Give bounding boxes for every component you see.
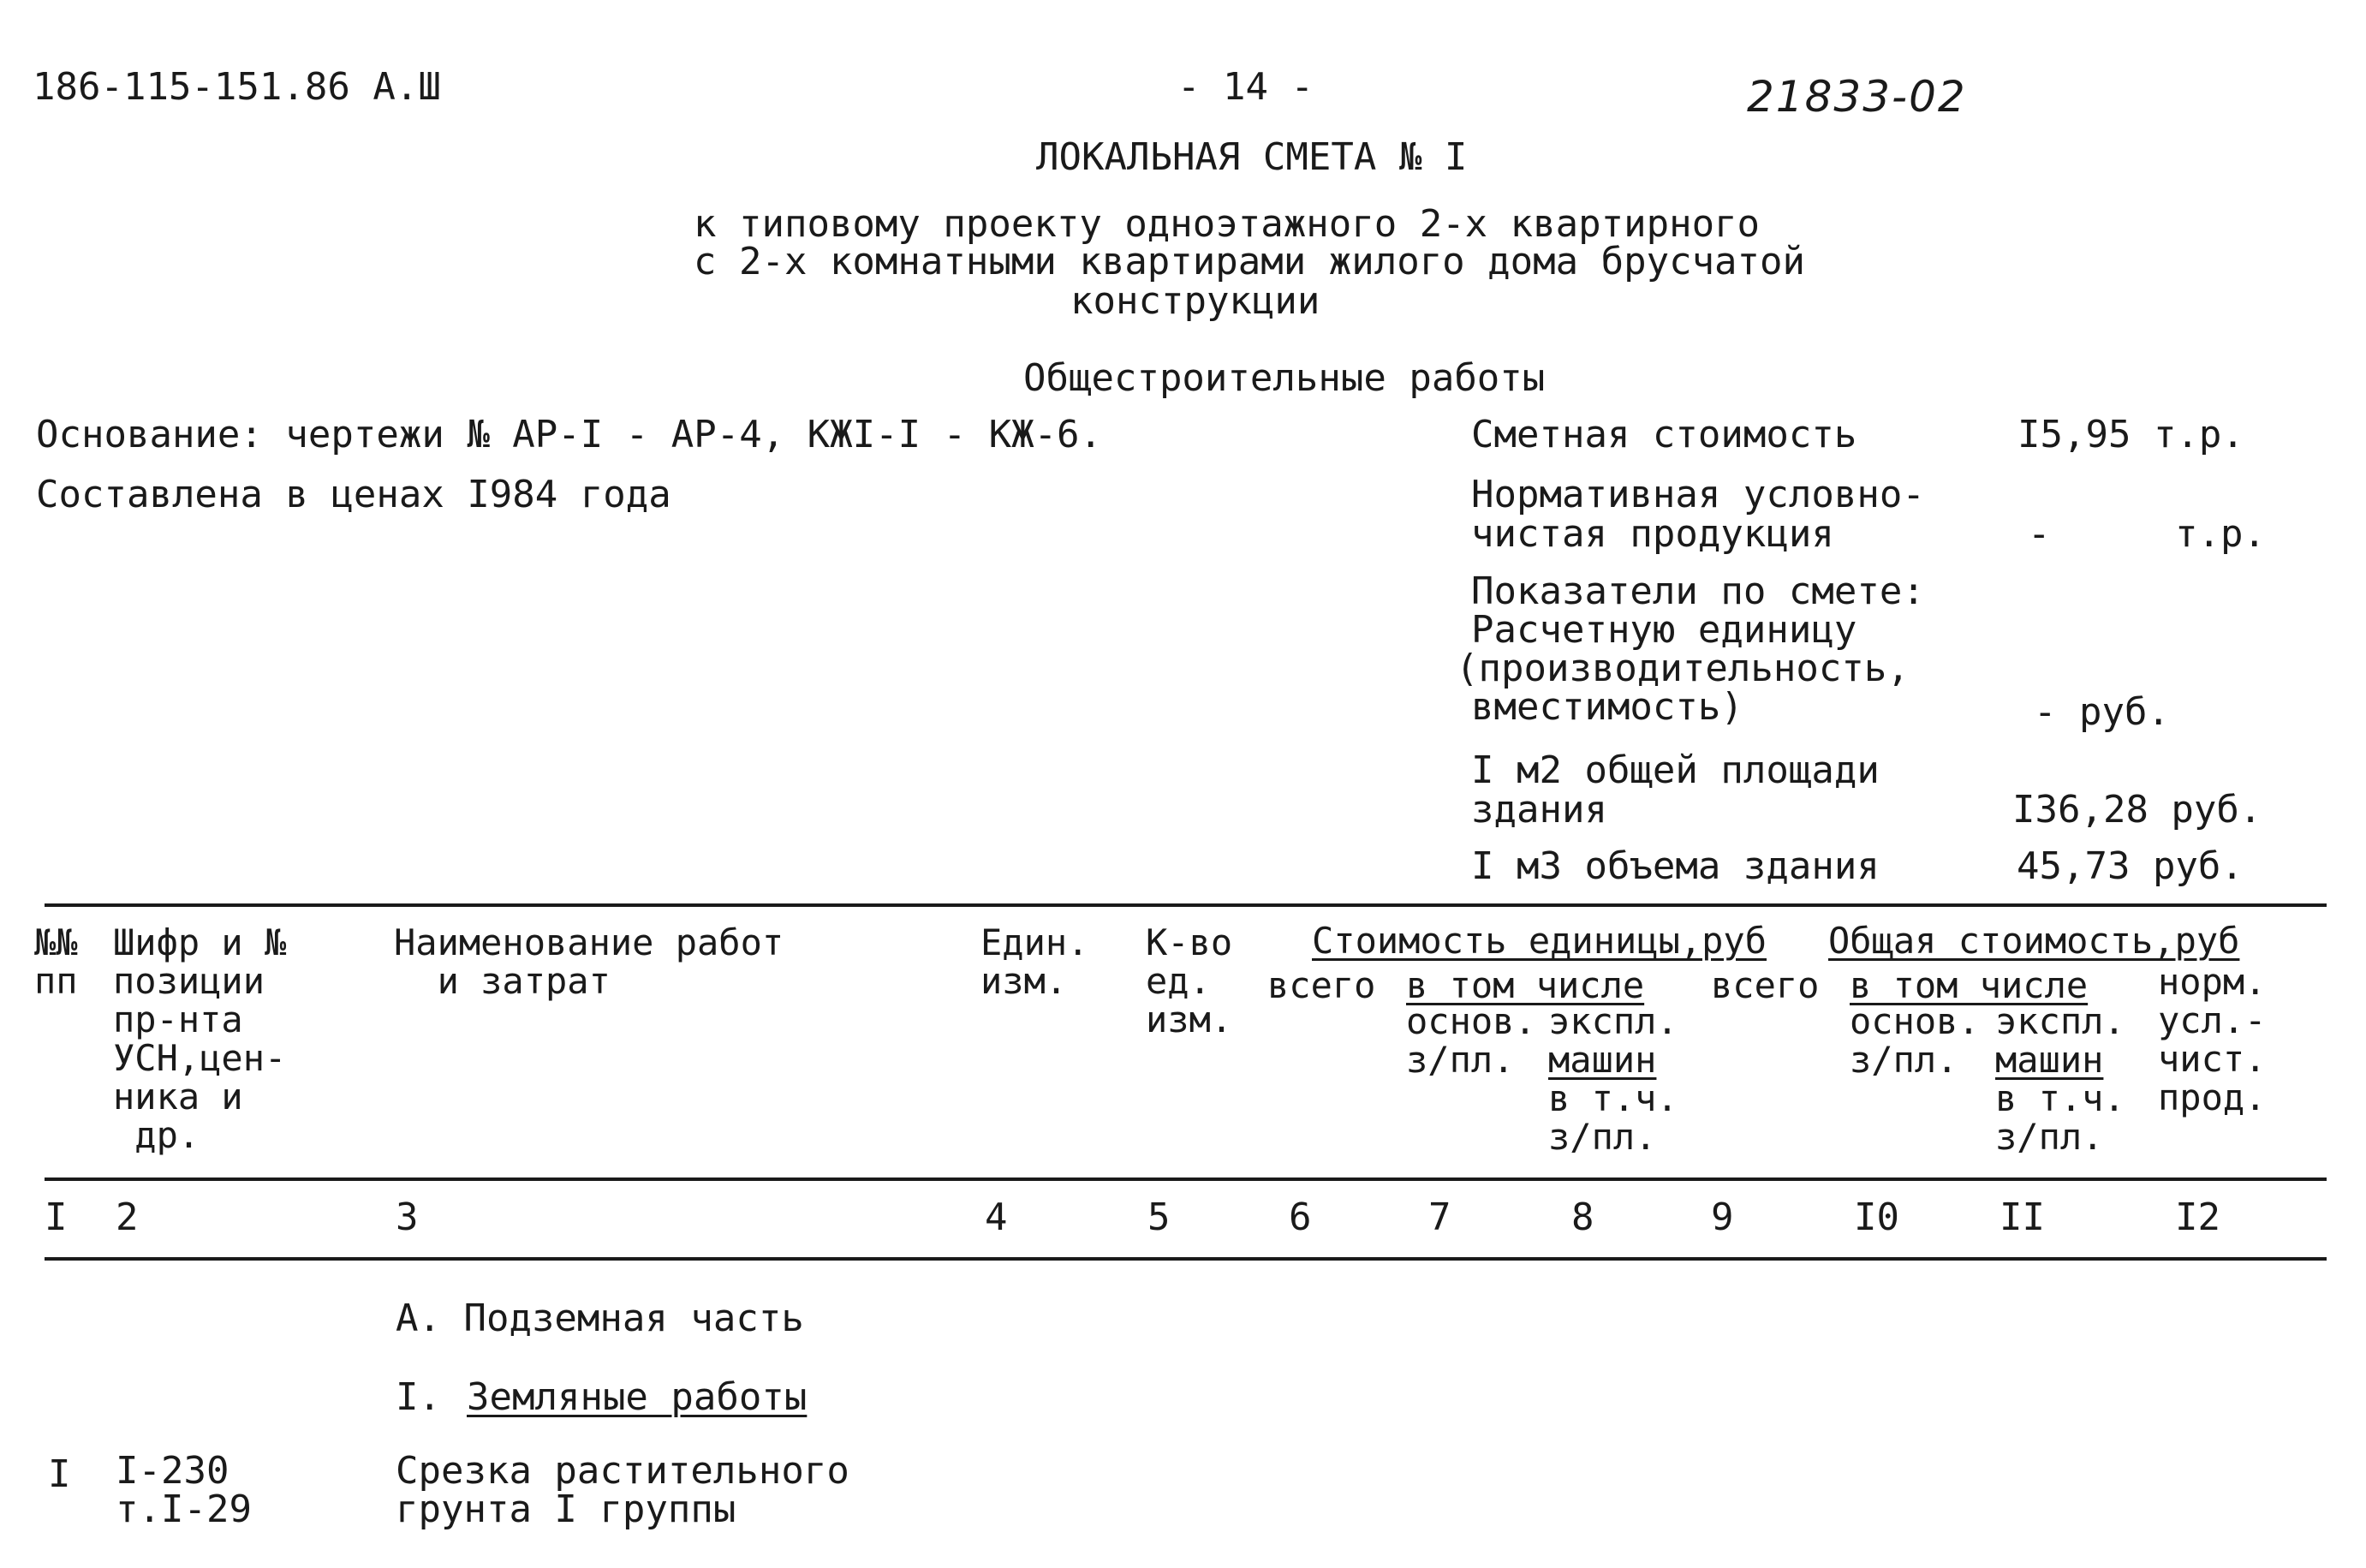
header-col10 bbox=[1850, 1002, 1980, 1079]
normative-label-2: чистая продукция bbox=[1471, 512, 1834, 556]
header-text: з/пл. bbox=[1995, 1116, 2104, 1158]
unit-including-header: в том числе bbox=[1406, 964, 1645, 1006]
header-text: з/пл. bbox=[1406, 1039, 1515, 1081]
normative-dash: - bbox=[2028, 512, 2051, 556]
basis-prices: Составлена в ценах I984 года bbox=[36, 473, 671, 516]
header-col2 bbox=[113, 923, 286, 1154]
header-text: норм. bbox=[2158, 961, 2267, 1003]
row-code bbox=[116, 1449, 252, 1531]
column-number: 7 bbox=[1428, 1195, 1451, 1239]
header-col3 bbox=[394, 923, 784, 1000]
document-title: ЛОКАЛЬНАЯ СМЕТА № I bbox=[1036, 135, 1468, 179]
column-number: I2 bbox=[2175, 1195, 2220, 1239]
document-code: 186-115-151.86 А.Ш bbox=[33, 65, 441, 109]
column-number: 2 bbox=[116, 1195, 139, 1239]
basis-drawings: Основание: чертежи № АР-I - АР-4, КЖI-I - КЖ-6. bbox=[36, 413, 1103, 456]
header-text: в т.ч. bbox=[1995, 1077, 2125, 1119]
header-col4 bbox=[980, 923, 1088, 1000]
header-text: №№ bbox=[34, 921, 78, 963]
page-number: - 14 - bbox=[1177, 65, 1314, 109]
header-text: ед. bbox=[1146, 960, 1211, 1002]
header-text: з/пл. bbox=[1850, 1039, 1958, 1081]
header-text: экспл. bbox=[1995, 1000, 2125, 1042]
header-text: изм. bbox=[1146, 999, 1233, 1040]
header-text: ника и bbox=[113, 1076, 243, 1118]
total-cost-group-header: Общая стоимость,руб bbox=[1828, 920, 2240, 962]
column-numbers-rule bbox=[45, 1257, 2327, 1261]
header-col11 bbox=[1995, 1002, 2125, 1156]
subsection-number: I. bbox=[396, 1375, 441, 1419]
header-col6: всего bbox=[1267, 964, 1376, 1006]
total-including-header: в том числе bbox=[1850, 964, 2089, 1006]
section-title: Общестроительные работы bbox=[1023, 356, 1546, 400]
m3-label: I м3 объема здания bbox=[1471, 844, 1880, 888]
row-code-line: I-230 bbox=[116, 1449, 229, 1493]
m2-value: I36,28 руб. bbox=[2012, 788, 2262, 832]
header-col7 bbox=[1406, 1002, 1536, 1079]
row-name-line: грунта I группы bbox=[396, 1488, 736, 1531]
header-text: основ. bbox=[1406, 1000, 1536, 1042]
header-text: экспл. bbox=[1548, 1000, 1678, 1042]
header-text: позиции bbox=[113, 960, 265, 1002]
header-text: чист. bbox=[2158, 1038, 2267, 1080]
row-number: I bbox=[48, 1452, 71, 1496]
unit-cost-group-header: Стоимость единицы,руб bbox=[1312, 920, 1767, 962]
m2-label-1: I м2 общей площади bbox=[1471, 748, 1880, 792]
subsection-title: Земляные работы bbox=[467, 1375, 808, 1419]
header-text: Един. bbox=[980, 921, 1089, 963]
header-text: машин bbox=[1995, 1039, 2104, 1081]
header-text: др. bbox=[113, 1114, 200, 1156]
header-text: в т.ч. bbox=[1548, 1077, 1678, 1119]
estimated-cost-label: Сметная стоимость bbox=[1471, 413, 1857, 456]
header-col12 bbox=[2158, 963, 2266, 1117]
indicators-line: Расчетную единицу bbox=[1471, 608, 1857, 652]
header-bottom-rule bbox=[45, 1177, 2327, 1181]
column-number: I bbox=[45, 1195, 68, 1239]
header-text: УСН,цен- bbox=[113, 1037, 287, 1079]
header-text: усл.- bbox=[2158, 999, 2267, 1041]
column-number: 5 bbox=[1147, 1195, 1171, 1239]
column-number: 9 bbox=[1711, 1195, 1734, 1239]
header-text: машин bbox=[1548, 1039, 1657, 1081]
header-text: прод. bbox=[2158, 1076, 2267, 1118]
column-number: I0 bbox=[1854, 1195, 1899, 1239]
normative-unit: т.р. bbox=[2175, 512, 2266, 556]
column-number: 8 bbox=[1571, 1195, 1594, 1239]
column-number: 3 bbox=[396, 1195, 419, 1239]
indicators-line: вместимость) bbox=[1471, 685, 1743, 729]
header-col9: всего bbox=[1711, 964, 1820, 1006]
row-name-line: Срезка растительного bbox=[396, 1449, 849, 1493]
m3-value: 45,73 руб. bbox=[2017, 844, 2244, 888]
subtitle-line-1: к типовому проекту одноэтажного 2-х квартирного bbox=[694, 202, 1761, 246]
estimated-cost-value: I5,95 т.р. bbox=[2017, 413, 2244, 456]
subtitle-line-3: конструкции bbox=[1070, 279, 1320, 323]
header-text: Шифр и № bbox=[113, 921, 287, 963]
indicators-block bbox=[1456, 569, 1925, 729]
header-text: з/пл. bbox=[1548, 1116, 1657, 1158]
m2-label-2: здания bbox=[1471, 788, 1607, 832]
header-col8 bbox=[1548, 1002, 1678, 1156]
row-name bbox=[396, 1449, 849, 1531]
column-number: 4 bbox=[985, 1195, 1008, 1239]
header-text: Наименование работ bbox=[394, 921, 784, 963]
indicators-line: Показатели по смете: bbox=[1471, 569, 1925, 613]
header-text: и затрат bbox=[394, 960, 611, 1002]
header-text: пп bbox=[34, 960, 78, 1002]
section-heading: А. Подземная часть bbox=[396, 1297, 804, 1340]
normative-label-1: Нормативная условно- bbox=[1471, 473, 1925, 516]
column-number: 6 bbox=[1289, 1195, 1312, 1239]
header-col5 bbox=[1146, 923, 1232, 1039]
row-code-line: т.I-29 bbox=[116, 1488, 252, 1531]
handwritten-number: 21833-02 bbox=[1747, 72, 1967, 122]
subtitle-line-2: с 2-х комнатными квартирами жилого дома брусчатой bbox=[694, 240, 1806, 283]
indicators-line: (производительность, bbox=[1456, 647, 1910, 690]
header-text: пр-нта bbox=[113, 999, 243, 1040]
header-col1 bbox=[34, 923, 78, 1000]
table-top-rule bbox=[45, 903, 2327, 907]
column-number: II bbox=[1999, 1195, 2045, 1239]
header-text: К-во bbox=[1146, 921, 1233, 963]
indicators-value: - руб. bbox=[2034, 690, 2170, 734]
header-text: основ. bbox=[1850, 1000, 1980, 1042]
header-text: изм. bbox=[980, 960, 1068, 1002]
